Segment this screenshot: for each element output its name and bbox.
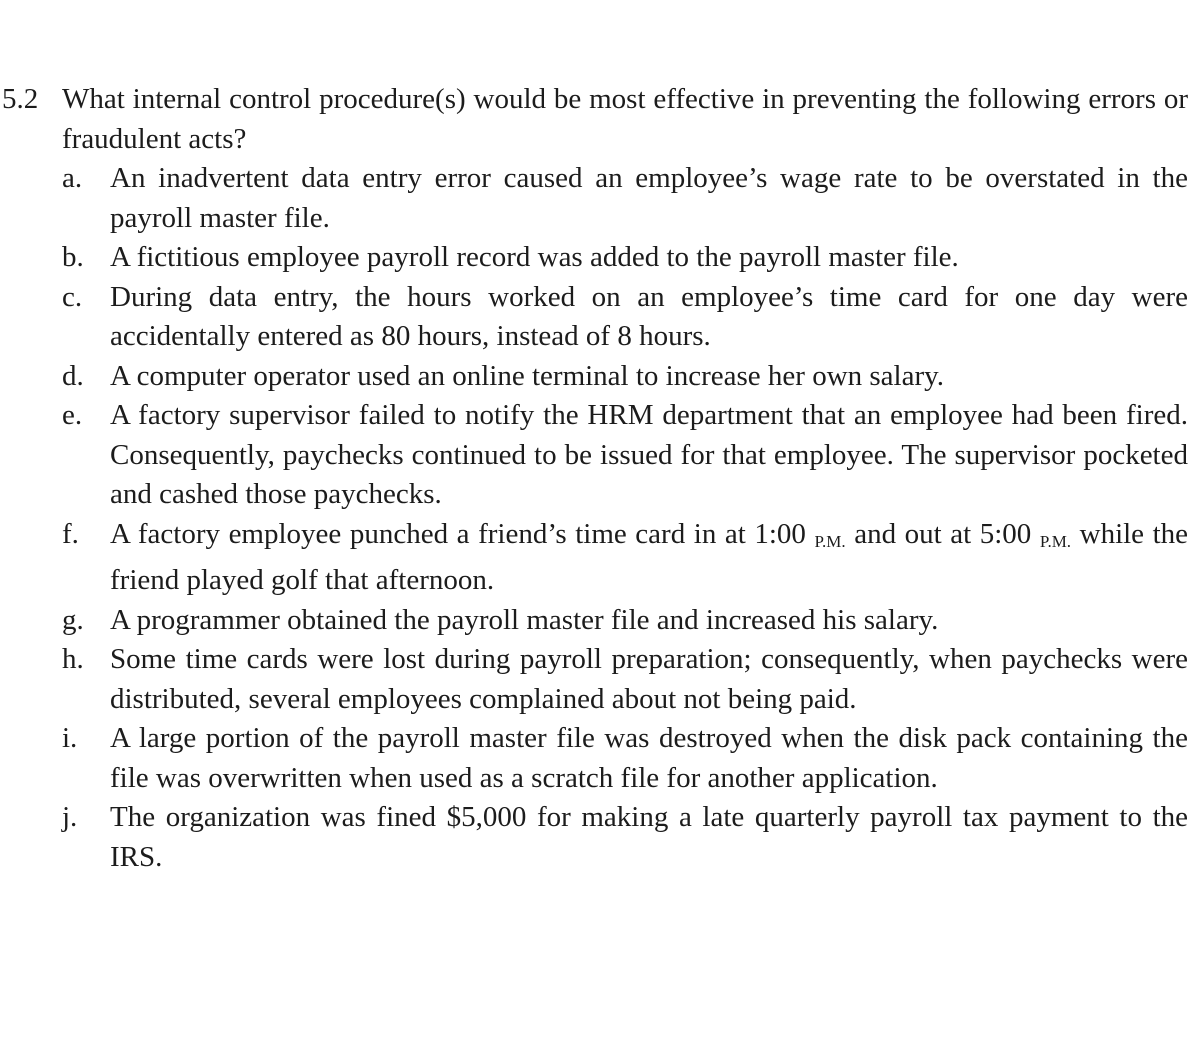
item-letter: f. bbox=[62, 517, 79, 550]
list-item-c bbox=[0, 278, 1188, 357]
pm-label: P.M. bbox=[1039, 531, 1072, 551]
list-item-i bbox=[0, 719, 1188, 798]
question-number: 5.2 bbox=[2, 83, 39, 115]
item-letter: a. bbox=[62, 162, 83, 194]
item-text: A computer operator used an online terminal to increase her own salary. bbox=[110, 359, 944, 392]
item-text: An inadvertent data entry error caused an employee’s wage rate to be overstated in the payroll master file. bbox=[110, 162, 1188, 234]
question-text: What internal control procedure(s) would be most effective in preventing the following errors or fraudulent acts? bbox=[62, 83, 1188, 155]
list-item-b bbox=[0, 238, 1188, 278]
item-text bbox=[110, 515, 1188, 601]
list-item-h bbox=[0, 640, 1188, 719]
item-letter: i. bbox=[62, 722, 78, 754]
item-letter: g. bbox=[62, 603, 84, 636]
item-list bbox=[0, 159, 1188, 877]
pm-label: P.M. bbox=[814, 531, 846, 551]
item-letter: c. bbox=[62, 280, 83, 313]
list-item-a bbox=[0, 159, 1188, 238]
list-item-f bbox=[0, 515, 1188, 601]
item-letter: h. bbox=[62, 643, 84, 675]
list-item-d bbox=[0, 357, 1188, 397]
item-text-part: A factory employee punched a friend’s time card in at 1:00 bbox=[110, 517, 806, 550]
item-letter: b. bbox=[62, 241, 84, 273]
item-text-part: while the friend played golf that afternoon. bbox=[110, 517, 1189, 596]
item-text-part: and out at 5:00 bbox=[854, 517, 1032, 550]
list-item-j bbox=[0, 798, 1188, 877]
item-letter: e. bbox=[62, 399, 83, 431]
item-text: A programmer obtained the payroll master file and increased his salary. bbox=[110, 603, 939, 636]
list-item-e bbox=[0, 396, 1188, 515]
item-text: A factory supervisor failed to notify the HRM department that an employee had been fired. Consequently, paychecks continued to be issued for that employee. The supervisor pocketed and cashed those paychecks. bbox=[110, 399, 1188, 510]
problem-5-2 bbox=[0, 79, 1188, 877]
question-header bbox=[0, 79, 1188, 159]
list-item-g bbox=[0, 601, 1188, 641]
item-text: A fictitious employee payroll record was added to the payroll master file. bbox=[110, 241, 959, 273]
item-text: During data entry, the hours worked on an employee’s time card for one day were accidentally entered as 80 hours, instead of 8 hours. bbox=[110, 280, 1188, 352]
item-letter: j. bbox=[62, 801, 78, 833]
item-text: The organization was fined $5,000 for making a late quarterly payroll tax payment to the IRS. bbox=[110, 801, 1188, 873]
item-letter: d. bbox=[62, 359, 84, 392]
item-text: A large portion of the payroll master file was destroyed when the disk pack containing the file was overwritten when used as a scratch file for another application. bbox=[110, 722, 1188, 794]
item-text: Some time cards were lost during payroll preparation; consequently, when paychecks were distributed, several employees complained about not being paid. bbox=[110, 643, 1188, 715]
